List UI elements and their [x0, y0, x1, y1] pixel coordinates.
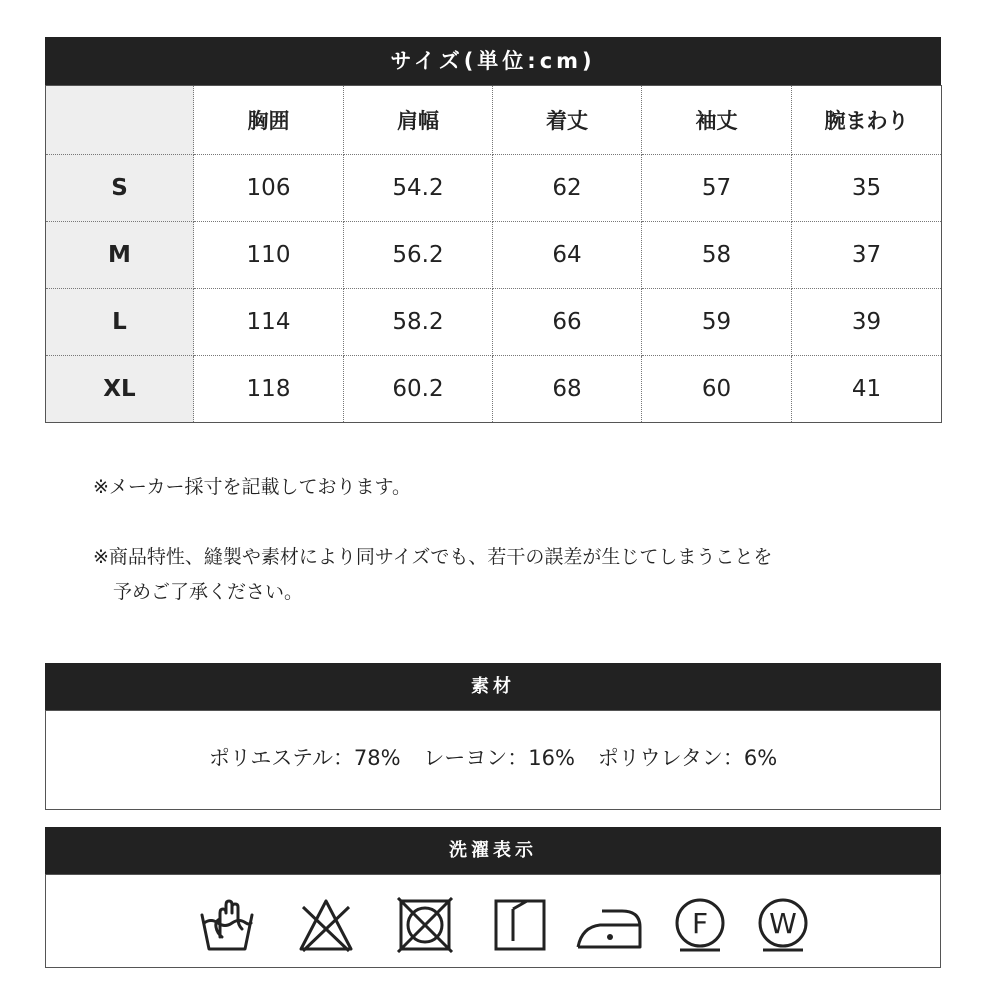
table-row [46, 289, 942, 356]
table-row [46, 356, 942, 423]
no-bleach-icon [297, 897, 355, 953]
table-cell: 110 [194, 222, 344, 289]
row-header-size: S [46, 155, 194, 222]
material-item-rayon: レーヨン：16% [423, 746, 575, 770]
size-table-header-row [46, 86, 942, 155]
table-row [46, 222, 942, 289]
hand-wash-icon [198, 897, 256, 953]
table-cell: 118 [194, 356, 344, 423]
column-header-sleeve: 袖丈 [642, 86, 792, 155]
wet-clean-letter: W [769, 907, 797, 940]
size-table-title: サイズ(単位:cm) [45, 37, 941, 85]
table-row [46, 155, 942, 222]
iron-low-icon [574, 897, 644, 953]
dry-clean-letter: F [691, 907, 709, 940]
table-cell: 68 [493, 356, 642, 423]
table-cell: 66 [493, 289, 642, 356]
material-title: 素材 [45, 663, 941, 710]
variance-note-line2: 予めご了承ください。 [113, 581, 304, 603]
variance-note-line1: ※商品特性、縫製や素材により同サイズでも、若干の誤差が生じてしまうことを [93, 546, 773, 568]
table-cell: 39 [792, 289, 942, 356]
dry-clean-f-icon [671, 897, 729, 953]
size-table [45, 85, 942, 423]
row-header-size: XL [46, 356, 194, 423]
material-item-polyurethane: ポリウレタン：6% [597, 746, 778, 770]
column-header-arm: 腕まわり [792, 86, 942, 155]
table-cell: 57 [642, 155, 792, 222]
variance-note [93, 540, 772, 610]
no-tumble-dry-icon [396, 897, 454, 953]
table-cell: 60.2 [344, 356, 493, 423]
table-cell: 56.2 [344, 222, 493, 289]
table-cell: 59 [642, 289, 792, 356]
table-cell: 106 [194, 155, 344, 222]
row-header-size: M [46, 222, 194, 289]
line-dry-icon [491, 897, 549, 953]
table-cell: 62 [493, 155, 642, 222]
column-header-shoulder: 肩幅 [344, 86, 493, 155]
table-cell: 114 [194, 289, 344, 356]
table-cell: 60 [642, 356, 792, 423]
row-header-size: L [46, 289, 194, 356]
table-cell: 35 [792, 155, 942, 222]
measurement-note: ※メーカー採寸を記載しております。 [93, 476, 412, 498]
table-cell: 54.2 [344, 155, 493, 222]
material-composition [46, 742, 940, 772]
washing-title: 洗濯表示 [45, 827, 941, 874]
material-item-polyester: ポリエステル：78% [208, 746, 401, 770]
material-box [45, 710, 941, 810]
washing-symbols-box [45, 874, 941, 968]
column-header-chest: 胸囲 [194, 86, 344, 155]
table-corner-cell [46, 86, 194, 155]
table-cell: 37 [792, 222, 942, 289]
table-cell: 64 [493, 222, 642, 289]
table-cell: 58.2 [344, 289, 493, 356]
column-header-length: 着丈 [493, 86, 642, 155]
table-cell: 58 [642, 222, 792, 289]
table-cell: 41 [792, 356, 942, 423]
wet-clean-w-icon [754, 897, 812, 953]
